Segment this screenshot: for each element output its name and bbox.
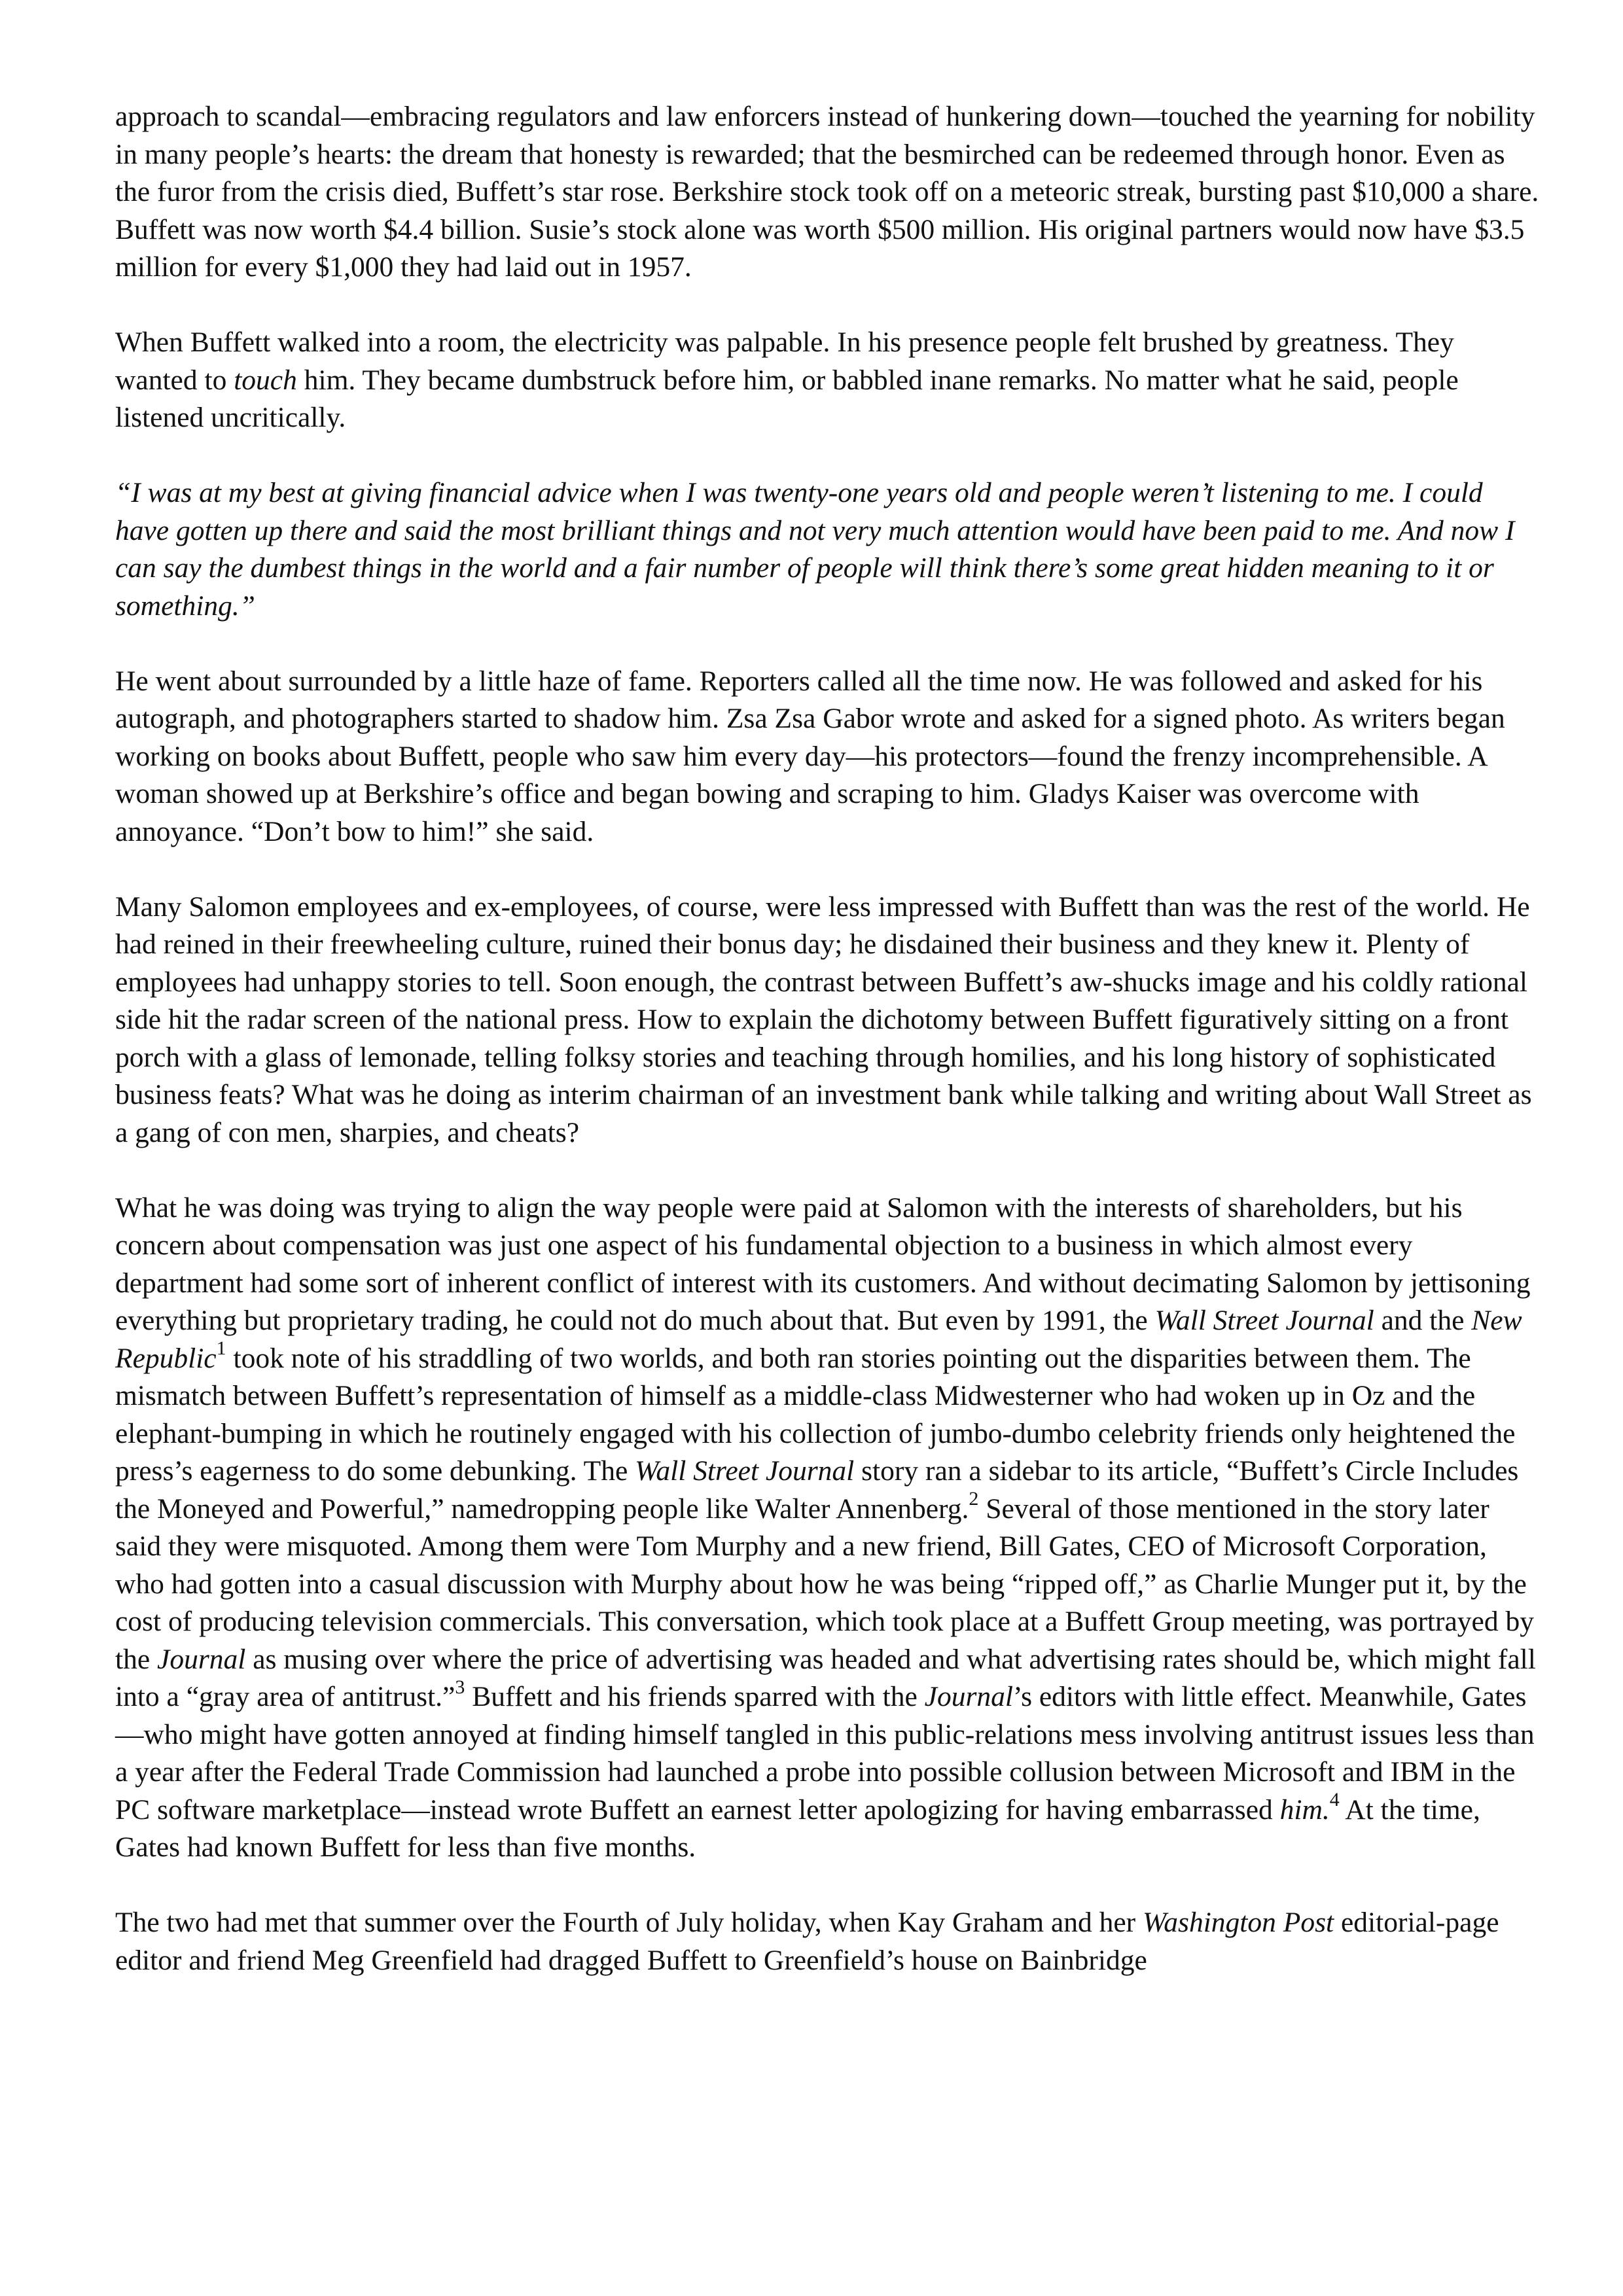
document-page (115, 98, 1542, 2017)
italic-run: touch (234, 364, 297, 396)
text-run: Buffett and his friends sparred with the (465, 1681, 925, 1712)
text-run: ’s editors with little effect. Meanwhile, Gates—who might have gotten annoyed at finding himself tangled in this public-relations mess involving antitrust issues less than a year after the Federal Trade Commission had launched a probe into possible collusion between Microsoft and IBM in the PC software marketplace—instead wrote Buffett an earnest letter apologizing for having embarrassed (115, 1681, 1535, 1826)
paragraph-1: approach to scandal—embracing regulators and law enforcers instead of hunkering down—touched the yearning for nobility in many people’s hearts: the dream that honesty is rewarded; that the besmirched can be redeemed through honor. Even as the furor from the crisis died, Buffett’s star rose. Berkshire stock took off on a meteoric streak, bursting past $10,000 a share. Buffett was now worth $4.4 billion. Susie’s stock alone was worth $500 million. His original partners would now have $3.5 million for every $1,000 they had laid out in 1957. (115, 101, 1539, 283)
paragraph-5: Many Salomon employees and ex-employees, of course, were less impressed with Buffett than was the rest of the world. He had reined in their freewheeling culture, ruined their bonus day; he disdained their business and they knew it. Plenty of employees had unhappy stories to tell. Soon enough, the contrast between Buffett’s aw-shucks image and his coldly rational side hit the radar screen of the national press. How to explain the dichotomy between Buffett figuratively sitting on a front porch with a glass of lemonade, telling folksy stories and teaching through homilies, and his long history of sophisticated business feats? What was he doing as interim chairman of an investment bank while talking and writing about Wall Street as a gang of con men, sharpies, and cheats? (115, 891, 1532, 1148)
italic-run: Washington Post (1143, 1907, 1334, 1938)
text-run: When Buffett walked into a room, the electricity was palpable. In his presence people felt brushed by greatness. They wanted to (115, 327, 1454, 396)
text-run: took note of his straddling of two worlds, and both ran stories pointing out the disparities between them. The mismatch between Buffett’s representation of himself as a middle-class Midwesterner who had woken up in Oz and the elephant-bumping in which he routinely engaged with his collection of jumbo-dumbo celebrity friends only heightened the press’s eagerness to do some debunking. The (115, 1342, 1516, 1487)
footnote-ref-2: 2 (969, 1488, 979, 1510)
text-run: Several of those mentioned in the story later said they were misquoted. Among them were Tom Murphy and a new friend, Bill Gates, CEO of Microsoft Corporation, who had gotten into a casual discussion with Murphy about how he was being “ripped off,” as Charlie Munger put it, by the cost of producing television commercials. This conversation, which took place at a Buffett Group meeting, was portrayed by the (115, 1492, 1534, 1675)
paragraph-6 (115, 1190, 1542, 1867)
paragraph-4: He went about surrounded by a little haze of fame. Reporters called all the time now. He was followed and asked for his autograph, and photographers started to shadow him. Zsa Zsa Gabor wrote and asked for a signed photo. As writers began working on books about Buffett, people who saw him every day—his protectors—found the frenzy incomprehensible. A woman showed up at Berkshire’s office and began bowing and scraping to him. Gladys Kaiser was overcome with annoyance. “Don’t bow to him!” she said. (115, 665, 1505, 847)
text-run: and the (1374, 1305, 1472, 1336)
footnote-ref-1: 1 (216, 1337, 226, 1359)
italic-run: Journal (924, 1681, 1013, 1712)
footnote-ref-3: 3 (455, 1676, 465, 1698)
text-run: editorial-page editor and friend Meg Greenfield had dragged Buffett to Greenfield’s house on Bainbridge (115, 1907, 1499, 1976)
text-run: him. They became dumbstruck before him, or babbled inane remarks. No matter what he said, people listened uncritically. (115, 364, 1459, 433)
text-run: At the time, Gates had known Buffett for less than five months. (115, 1793, 1480, 1863)
text-run: What he was doing was trying to align the way people were paid at Salomon with the interests of shareholders, but his concern about compensation was just one aspect of his fundamental objection to a business in which almost every department had some sort of inherent conflict of interest with its customers. And without decimating Salomon by jettisoning everything but proprietary trading, he could not do much about that. But even by 1991, the (115, 1192, 1531, 1336)
italic-run: Wall Street Journal (635, 1455, 855, 1487)
text-run: The two had met that summer over the Fourth of July holiday, when Kay Graham and her (115, 1907, 1143, 1938)
italic-run: Wall Street Journal (1154, 1305, 1374, 1336)
paragraph-7 (115, 1904, 1542, 1979)
text-run: story ran a sidebar to its article, “Buffett’s Circle Includes the Moneyed and Powerful,” namedropping people like Walter Annenberg. (115, 1455, 1519, 1525)
italic-run: New Republic (115, 1305, 1522, 1374)
footnote-ref-4: 4 (1329, 1789, 1340, 1810)
block-quote: “I was at my best at giving financial advice when I was twenty-one years old and people weren’t listening to me. I could have gotten up there and said the most brilliant things and not very much attention would have been paid to me. And now I can say the dumbest things in the world and a fair number of people will think there’s some great hidden meaning to it or something.” (115, 477, 1515, 622)
italic-run: him. (1279, 1793, 1330, 1826)
paragraph-2 (115, 324, 1542, 437)
text-run: as musing over where the price of advertising was headed and what advertising rates should be, which might fall into a “gray area of antitrust.” (115, 1643, 1536, 1712)
italic-run: Journal (157, 1643, 246, 1675)
